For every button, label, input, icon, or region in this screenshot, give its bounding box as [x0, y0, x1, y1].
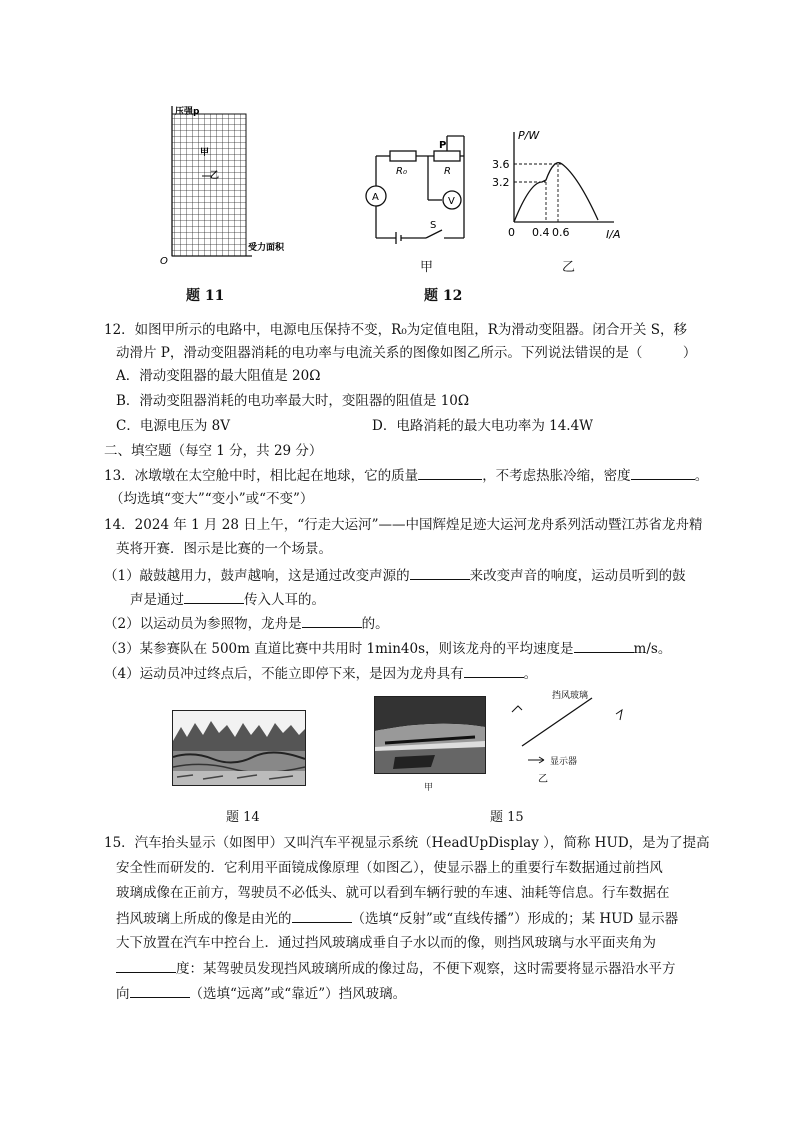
power-current-graph: [490, 128, 630, 248]
graph-xtick: 0.4: [532, 226, 550, 239]
q12-option-d: D．电路消耗的最大电功率为 14.4W: [372, 418, 594, 434]
p-label: P: [439, 140, 447, 151]
q14-s1-text: 来改变声音的响度，运动员听到的鼓: [469, 568, 686, 584]
graph-origin: 0: [508, 226, 515, 239]
q15-line4: [116, 908, 678, 929]
q14-s1-text: 声是通过: [130, 592, 184, 608]
hud-diagram: [504, 690, 634, 786]
q12-line2: 动滑片 P，滑动变阻器消耗的电功率与电流关系的图像如图乙所示。下列说法错误的是（ ）: [116, 345, 697, 361]
q14-blank-amplitude[interactable]: [410, 565, 470, 580]
q14-s3-text: （3）某参赛队在 500m 直道比赛中共用时 1min40s，则该龙舟的平均速度是: [104, 641, 574, 657]
q15-text: 度：某驾驶员发现挡风玻璃所成的像过岛，不便下观察，这时需要将显示器沿水平方: [176, 961, 676, 977]
q15-line6: [116, 958, 676, 979]
q13-blank-mass[interactable]: [418, 465, 482, 480]
q15-text: （选填“远离”或“靠近”）挡风玻璃。: [189, 986, 407, 1002]
s-label: S: [430, 220, 437, 231]
figure-14-caption: 题 14: [226, 810, 260, 825]
q15-text: （选填“反射”或“直线传播”）形成的；某 HUD 显示器: [351, 911, 679, 927]
q14-s4-text: 。: [523, 666, 538, 682]
voltmeter-label: V: [448, 196, 455, 207]
q13-text-c: 。: [694, 468, 709, 484]
q14-sub1-line1: [104, 565, 686, 586]
figure-15-photo: [374, 696, 486, 774]
q14-line1: 14．2024 年 1 月 28 日上午，“行走大运河”——中国辉煌足迹大运河龙舟系列活动暨江苏省龙舟精: [104, 517, 703, 533]
q12-option-b: B．滑动变阻器消耗的电功率最大时，变阻器的阻值是 10Ω: [116, 393, 470, 409]
q12-line1: 12．如图甲所示的电路中，电源电压保持不变，R₀为定值电阻，R为滑动变阻器。闭合开关 S，移: [104, 322, 687, 338]
display-label: 显示器: [550, 757, 578, 767]
q13-line2: （均选填“变大”“变小”或“不变”）: [110, 491, 314, 507]
q12-option-c: C．电源电压为 8V: [116, 418, 230, 434]
q14-s1-text: （1）敲鼓越用力，鼓声越响，这是通过改变声源的: [104, 568, 410, 584]
q15-text: 向: [116, 986, 130, 1002]
fig11-series-a: 甲: [200, 148, 210, 158]
q14-s4-text: （4）运动员冲过终点后，不能立即停下来，是因为龙舟具有: [104, 666, 464, 682]
figure-15-diagram: [504, 690, 634, 786]
q15-line7: [116, 983, 406, 1004]
q14-s2-text: 的。: [361, 616, 389, 632]
q15-blank-reflection[interactable]: [292, 908, 352, 923]
q14-line2: 英将开赛．图示是比赛的一个场景。: [116, 541, 332, 557]
q15-line3: 玻璃成像在正前方，驾驶员不必低头、就可以看到车辆行驶的车速、油耗等信息。行车数据在: [116, 885, 670, 901]
q14-blank-speed[interactable]: [574, 638, 634, 653]
graph-xtick: 0.6: [552, 226, 570, 239]
q13-line1: [104, 465, 708, 486]
fig11-ylabel: 压强p: [175, 107, 200, 117]
q14-sub4: [104, 663, 537, 684]
figure-12-circuit: [360, 128, 470, 268]
q14-blank-inertia[interactable]: [464, 663, 524, 678]
graph-ytick: 3.6: [492, 158, 510, 171]
q14-s3-text: m/s。: [633, 641, 672, 657]
q14-s1-text: 传入人耳的。: [244, 592, 325, 608]
q15-blank-angle[interactable]: [116, 958, 176, 973]
q15-text: 挡风玻璃上所成的像是由光的: [116, 911, 292, 927]
q15-line5: 大下放置在汽车中控台上．通过挡风玻璃成垂自子水以而的像，则挡风玻璃与水平面夹角为: [116, 935, 656, 951]
q13-text-a: 13．冰墩墩在太空舱中时，相比起在地球，它的质量: [104, 468, 419, 484]
ammeter-label: A: [372, 192, 379, 203]
graph-ytick: 3.2: [492, 176, 510, 189]
section-2-heading: 二、填空题（每空 1 分，共 29 分）: [104, 443, 323, 459]
figure-11-caption: 题 11: [186, 288, 225, 304]
figure-15-caption: 题 15: [490, 810, 524, 825]
graph-caption: 乙: [562, 260, 576, 275]
q13-blank-density[interactable]: [631, 465, 695, 480]
q12-option-a: A．滑动变阻器的最大阻值是 20Ω: [116, 368, 321, 384]
graph-xlabel: I/A: [606, 228, 621, 241]
q14-s2-text: （2）以运动员为参照物，龙舟是: [104, 616, 302, 632]
q14-blank-motion[interactable]: [302, 613, 362, 628]
fig11-series-b: 乙: [210, 171, 220, 181]
q14-sub2: [104, 613, 389, 634]
q14-blank-medium[interactable]: [184, 589, 244, 604]
graph-ylabel: P/W: [518, 129, 540, 142]
figure-12-caption: 题 12: [424, 288, 463, 304]
figure-15-photo-label: 甲: [424, 783, 434, 793]
circuit-caption: 甲: [420, 260, 434, 275]
r-label: R: [444, 166, 451, 177]
circuit-diagram: [360, 128, 470, 268]
q14-sub3: [104, 638, 671, 659]
hud-photo: [375, 697, 485, 773]
q15-line1: 15．汽车抬头显示（如图甲）又叫汽车平视显示系统（HeadUpDisplay ），简称 HUD，是为了提高: [104, 835, 710, 851]
figure-11: [150, 100, 320, 270]
figure-12-graph: [490, 128, 630, 248]
q13-text-b: ，不考虑热胀冷缩，密度: [482, 468, 631, 484]
figure-11-graph: [150, 100, 320, 270]
dragon-boat-photo: [173, 711, 305, 785]
diagram-label: 乙: [538, 774, 548, 785]
fig11-xlabel: 受力面积: [248, 243, 285, 253]
r0-label: R₀: [396, 166, 407, 177]
figure-14-photo: [172, 710, 306, 786]
windshield-label: 挡风玻璃: [552, 691, 589, 701]
q15-line2: 安全性而研发的．它利用平面镜成像原理（如图乙），使显示器上的重要行车数据通过前挡风: [116, 860, 663, 876]
q14-sub1-line2: [130, 589, 325, 610]
q15-blank-direction[interactable]: [130, 983, 190, 998]
fig11-origin: O: [160, 256, 168, 267]
